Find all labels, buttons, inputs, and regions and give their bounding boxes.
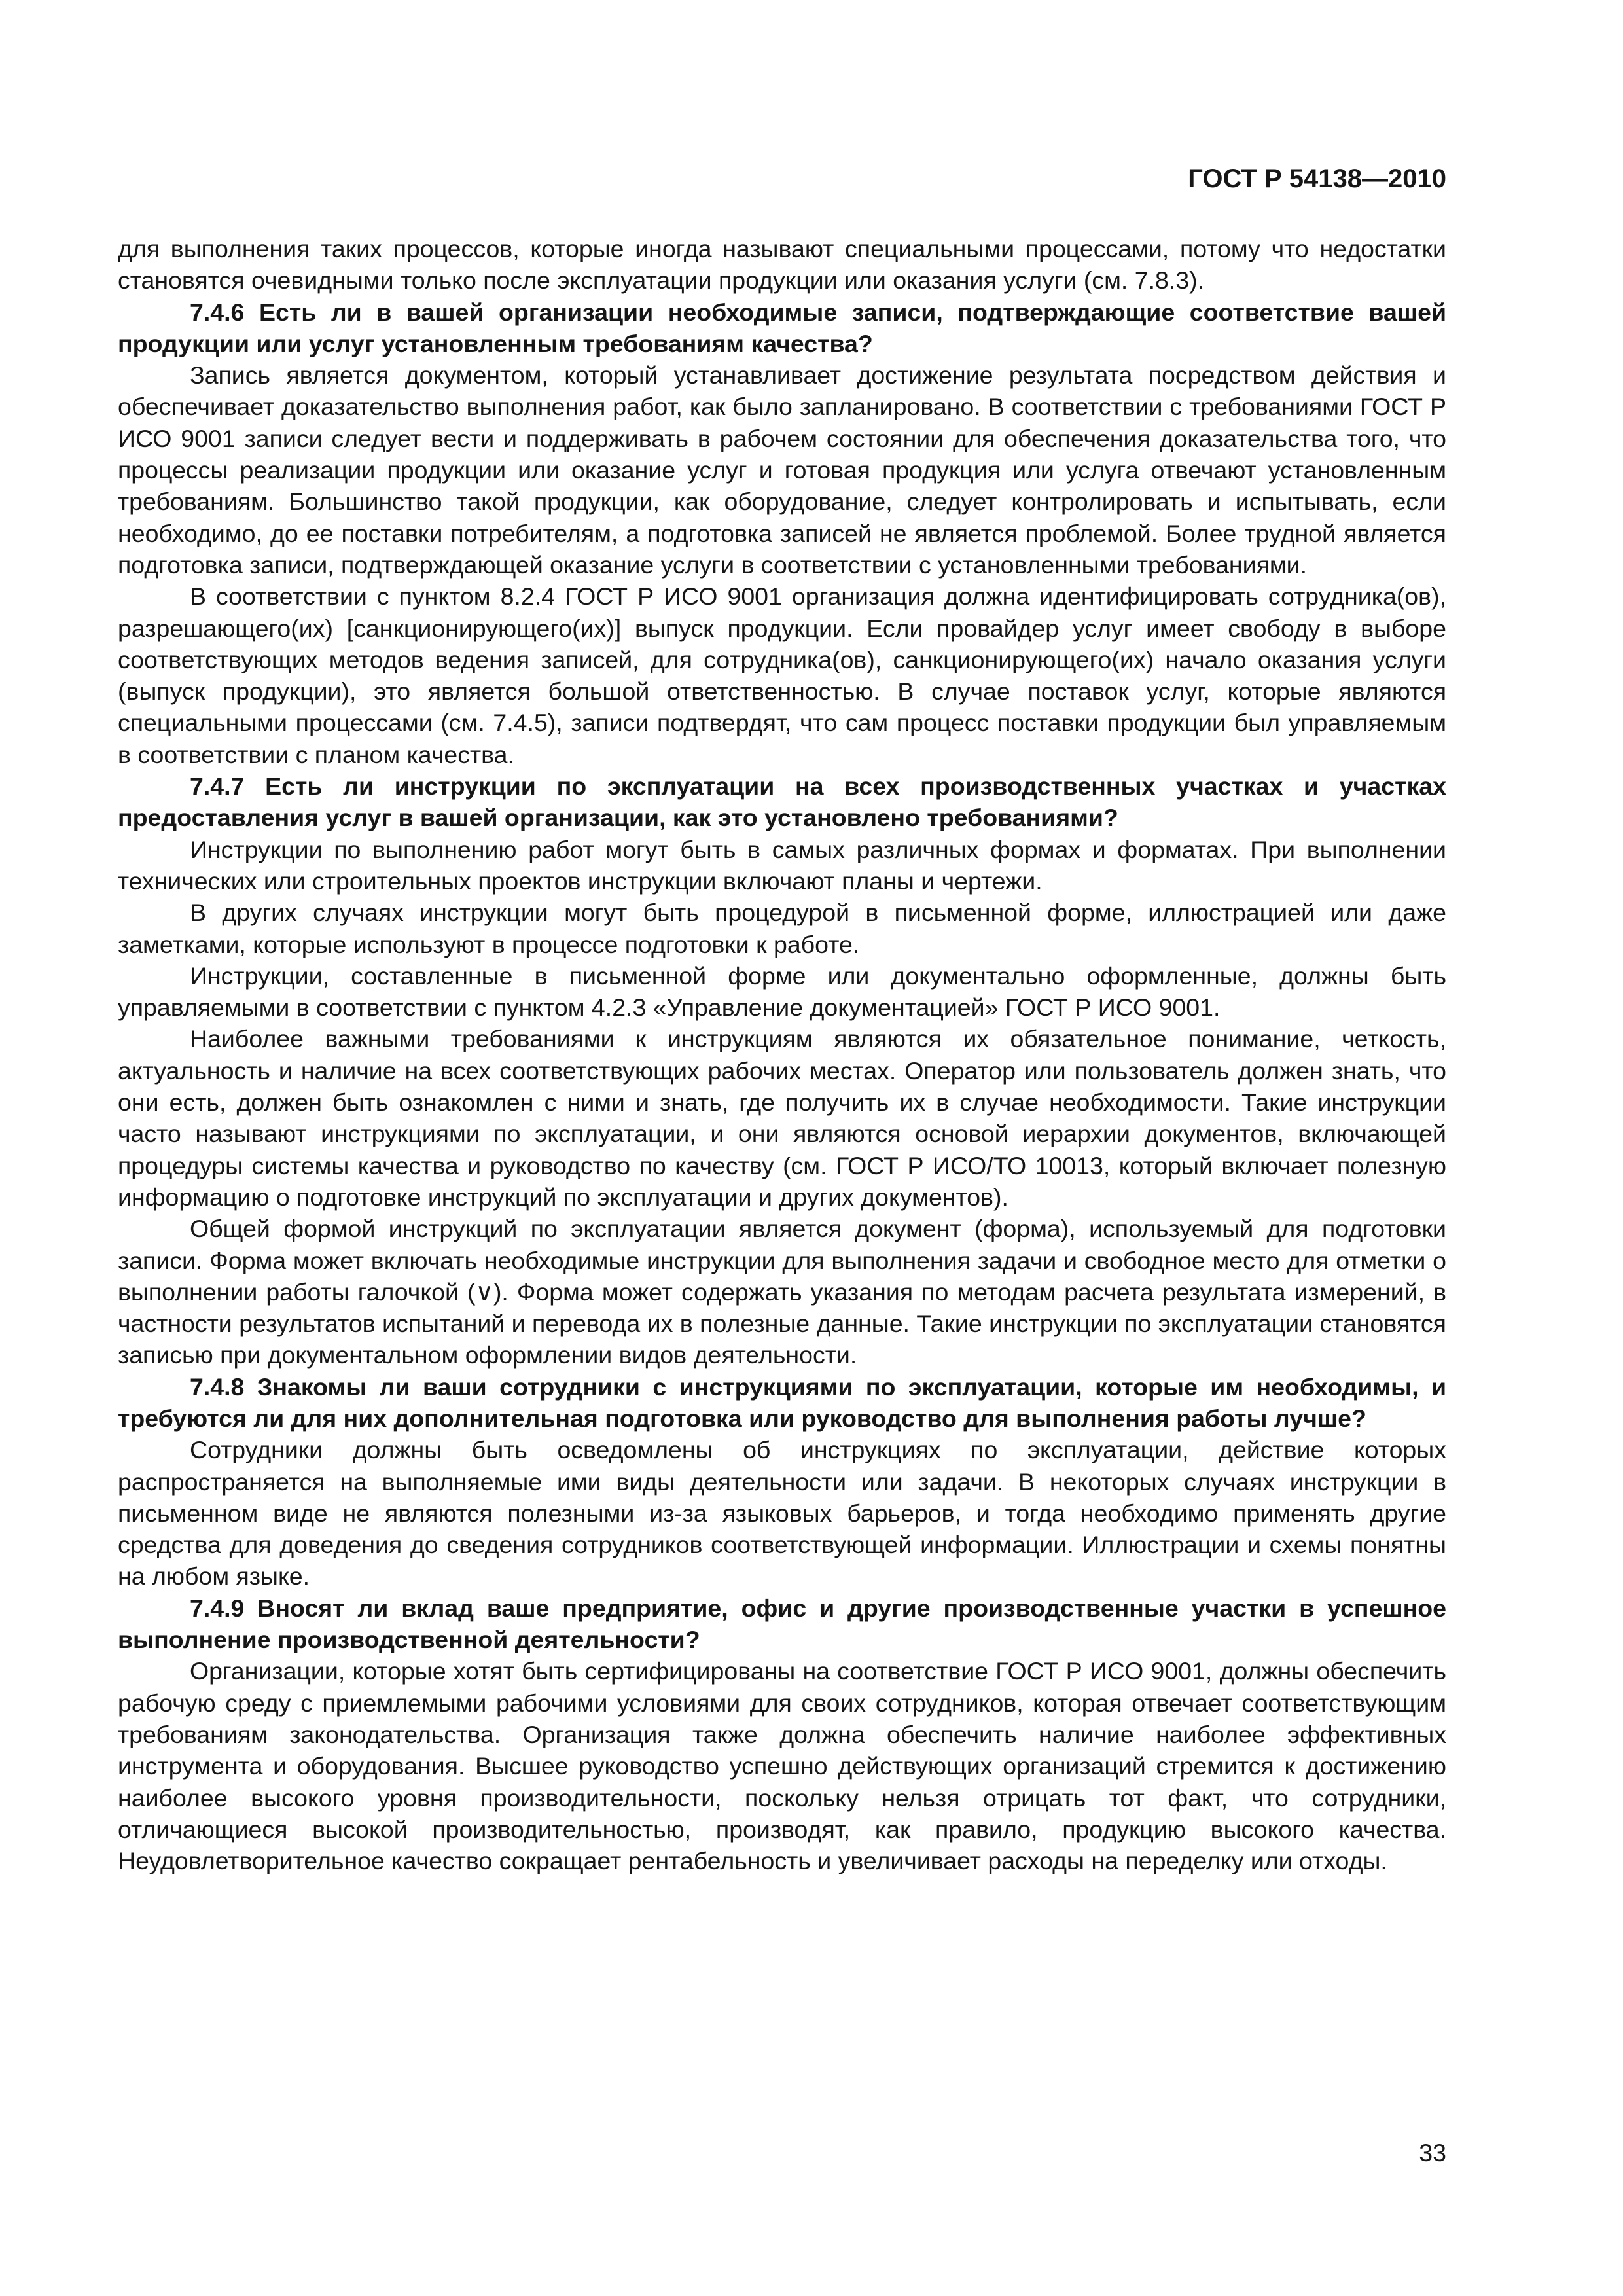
paragraph: для выполнения таких процессов, которые иногда называют специальными процессами, потому что недостатки становятся очевидными только после эксплуатации продукции или оказания услуги (см. 7.8.3). — [118, 235, 1446, 295]
paragraph: Запись является документом, который устанавливает достижение результата посредством действия и обеспечивает доказательство выполнения работ, как было запланировано. В соответствии с требованиями ГОСТ Р ИСО 9001 записи следует вести и поддерживать в рабочем состоянии для обеспечения доказательства того, что процессы реализации продукции или оказание услуг и готовая продукция или услуга отвечают установленным требованиям. Большинство такой продукции, как оборудование, следует контролировать и испытывать, если необходимо, до ее поставки потребителям, а подготовка записей не является проблемой. Более трудной является подготовка записи, подтверждающей оказание услуги в соответствии с установленными требованиями. — [118, 361, 1446, 579]
standard-designation: ГОСТ Р 54138—2010 — [1188, 164, 1446, 193]
document-body — [118, 233, 1446, 1876]
section-heading-7-4-9: 7.4.9 Вносят ли вклад ваше предприятие, офис и другие производственные участки в успешное выполнение производственной деятельности? — [118, 1594, 1446, 1654]
paragraph: Общей формой инструкций по эксплуатации является документ (форма), используемый для подготовки записи. Форма может включать необходимые инструкции для выполнения задачи и свободное место для отметки о выполнении работы галочкой (∨). Форма может содержать указания по методам расчета результата измерений, в частности результатов испытаний и перевода их в полезные данные. Такие инструкции по эксплуатации становятся записью при документальном оформлении видов деятельности. — [118, 1215, 1446, 1369]
paragraph: В других случаях инструкции могут быть процедурой в письменной форме, иллюстрацией или даже заметками, которые используют в процессе подготовки к работе. — [118, 899, 1446, 958]
paragraph: Наиболее важными требованиями к инструкциям являются их обязательное понимание, четкость, актуальность и наличие на всех соответствующих рабочих местах. Оператор или пользователь должен знать, что они есть, должен быть ознакомлен с ними и знать, где получить их в случае необходимости. Такие инструкции часто называют инструкциями по эксплуатации, и они являются основой иерархии документов, включающей процедуры системы качества и руководство по качеству (см. ГОСТ Р ИСО/ТО 10013, который включает полезную информацию о подготовке инструкций по эксплуатации и других документов). — [118, 1025, 1446, 1211]
page-number: 33 — [1419, 2139, 1446, 2166]
section-heading-7-4-7: 7.4.7 Есть ли инструкции по эксплуатации на всех производственных участках и участках предоставления услуг в вашей организации, как это установлено требованиями? — [118, 772, 1446, 832]
running-header — [118, 162, 1446, 195]
paragraph: Организации, которые хотят быть сертифицированы на соответствие ГОСТ Р ИСО 9001, должны обеспечить рабочую среду с приемлемыми рабочими условиями для своих сотрудников, которая отвечает соответствующим требованиям законодательства. Организация также должна обеспечить наличие наиболее эффективных инструмента и оборудования. Высшее руководство успешно действующих организаций стремится к достижению наиболее высокого уровня производительности, поскольку нельзя отрицать тот факт, что сотрудники, отличающиеся высокой производительностью, производят, как правило, продукцию высокого качества. Неудовлетворительное качество сокращает рентабельность и увеличивает расходы на переделку или отходы. — [118, 1657, 1446, 1875]
paragraph: В соответствии с пунктом 8.2.4 ГОСТ Р ИСО 9001 организация должна идентифицировать сотрудника(ов), разрешающего(их) [санкционирующего(их)] выпуск продукции. Если провайдер услуг имеет свободу в выборе соответствующих методов ведения записей, для сотрудника(ов), санкционирующего(их) начало оказания услуги (выпуск продукции), это является большой ответственностью. В случае поставок услуг, которые являются специальными процессами (см. 7.4.5), записи подтвердят, что сам процесс поставки продукции был управляемым в соответствии с планом качества. — [118, 583, 1446, 768]
paragraph: Сотрудники должны быть осведомлены об инструкциях по эксплуатации, действие которых распространяется на выполняемые ими виды деятельности или задачи. В некоторых случаях инструкции в письменном виде не являются полезными из-за языковых барьеров, и тогда необходимо применять другие средства для доведения до сведения сотрудников соответствующей информации. Иллюстрации и схемы понятны на любом языке. — [118, 1436, 1446, 1590]
paragraph: Инструкции, составленные в письменной форме или документально оформленные, должны быть управляемыми в соответствии с пунктом 4.2.3 «Управление документацией» ГОСТ Р ИСО 9001. — [118, 961, 1446, 1022]
section-heading-7-4-8: 7.4.8 Знакомы ли ваши сотрудники с инструкциями по эксплуатации, которые им необходимы, и требуются ли для них дополнительная подготовка или руководство для выполнения работы лучше? — [118, 1372, 1446, 1432]
paragraph: Инструкции по выполнению работ могут быть в самых различных формах и форматах. При выполнении технических или строительных проектов инструкции включают планы и чертежи. — [118, 835, 1446, 895]
section-heading-7-4-6: 7.4.6 Есть ли в вашей организации необходимые записи, подтверждающие соответствие вашей продукции или услуг установленным требованиям качества? — [118, 298, 1446, 357]
